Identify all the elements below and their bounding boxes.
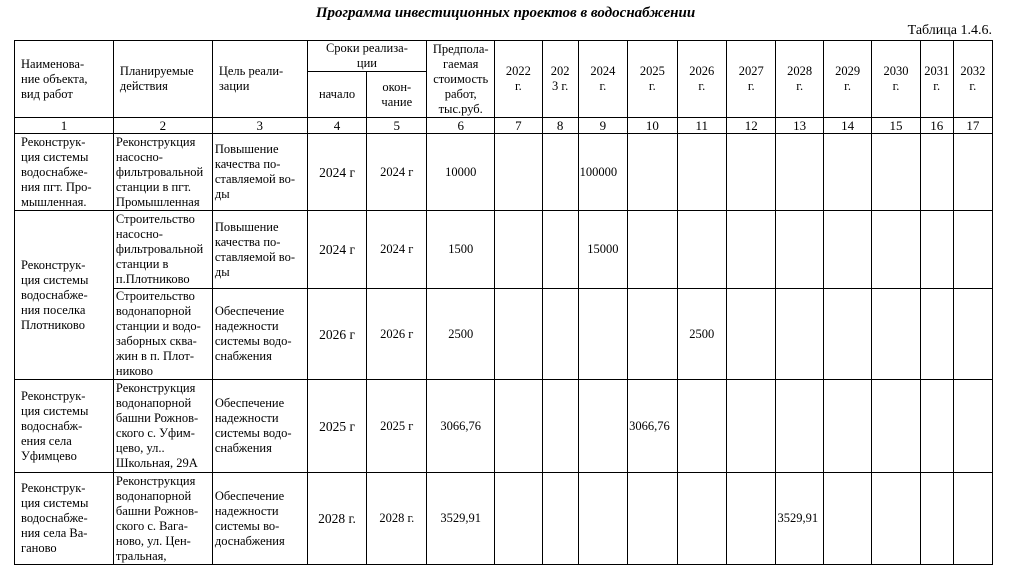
header-goal: Цель реали- зации [212, 41, 307, 118]
header-year: 2026 г. [677, 41, 726, 118]
year-value-cell [677, 134, 726, 211]
header-year: 2027 г. [727, 41, 776, 118]
column-number: 2 [113, 118, 212, 134]
year-value-cell [776, 211, 823, 289]
year-value-cell [578, 473, 627, 565]
year-value-cell [542, 211, 578, 289]
year-value-cell [628, 134, 677, 211]
year-value-cell [776, 289, 823, 380]
header-year: 202 3 г. [542, 41, 578, 118]
year-value-cell [727, 211, 776, 289]
column-number: 13 [776, 118, 823, 134]
year-value-cell [542, 134, 578, 211]
end-year-cell: 2025 г [367, 380, 427, 473]
year-value-cell: 3529,91 [776, 473, 823, 565]
year-value-cell [953, 380, 992, 473]
year-value-cell [578, 380, 627, 473]
table-row [15, 134, 993, 211]
year-value-cell [776, 380, 823, 473]
table-row [15, 211, 993, 289]
year-value-cell [628, 473, 677, 565]
cost-cell: 10000 [427, 134, 495, 211]
planned-actions-cell: Строительство водонапорной станции и водо- заборных сква- жин в п. Плот- никово [113, 289, 212, 380]
column-number: 8 [542, 118, 578, 134]
table-row [15, 473, 993, 565]
column-number: 3 [212, 118, 307, 134]
header-cost: Предпола- гаемая стоимость работ, тыс.руб. [427, 41, 495, 118]
start-year-cell: 2028 г. [307, 473, 367, 565]
table-label: Таблица 1.4.6. [907, 23, 992, 38]
year-value-cell [727, 289, 776, 380]
table-row [15, 289, 993, 380]
year-value-cell [953, 134, 992, 211]
year-value-cell [677, 473, 726, 565]
year-value-cell [823, 134, 871, 211]
goal-cell: Повышение качества по- ставляемой во- ды [212, 211, 307, 289]
year-value-cell: 100000 [578, 134, 627, 211]
column-number: 10 [628, 118, 677, 134]
object-name-cell: Реконструк- ция системы водоснабже- ния поселка Плотниково [15, 211, 114, 380]
year-value-cell [542, 473, 578, 565]
year-value-cell [776, 134, 823, 211]
year-value-cell [495, 134, 542, 211]
year-value-cell [953, 473, 992, 565]
header-year: 2024 г. [578, 41, 627, 118]
year-value-cell [953, 211, 992, 289]
year-value-cell [872, 211, 920, 289]
year-value-cell [727, 380, 776, 473]
end-year-cell: 2024 г [367, 211, 427, 289]
object-name-cell: Реконструк- ция системы водоснабже- ния пгт. Про- мышленная. [15, 134, 114, 211]
document-title: Программа инвестиционных проектов в водоснабжении [315, 5, 696, 21]
year-value-cell [920, 211, 953, 289]
year-value-cell [920, 134, 953, 211]
year-value-cell [628, 289, 677, 380]
year-value-cell [953, 289, 992, 380]
column-number: 11 [677, 118, 726, 134]
year-value-cell [727, 134, 776, 211]
planned-actions-cell: Реконструкция водонапорной башни Рожнов- ского с. Уфим- цево, ул.. Школьная, 29А [113, 380, 212, 473]
goal-cell: Повышение качества по- ставляемой во- ды [212, 134, 307, 211]
cost-cell: 3066,76 [427, 380, 495, 473]
planned-actions-cell: Реконструкция насосно- фильтровальной станции в пгт. Промышленная [113, 134, 212, 211]
object-name-cell: Реконструк- ция системы водоснабж- ения села Уфимцево [15, 380, 114, 473]
year-value-cell [542, 289, 578, 380]
header-year: 2025 г. [628, 41, 677, 118]
year-value-cell [872, 380, 920, 473]
year-value-cell: 15000 [578, 211, 627, 289]
investment-program-table [14, 40, 993, 565]
year-value-cell [542, 380, 578, 473]
column-number: 12 [727, 118, 776, 134]
year-value-cell [920, 473, 953, 565]
start-year-cell: 2024 г [307, 211, 367, 289]
header-terms: Сроки реализа- ции [307, 41, 427, 72]
column-number: 9 [578, 118, 627, 134]
column-number: 1 [15, 118, 114, 134]
column-number: 7 [495, 118, 542, 134]
year-value-cell [677, 380, 726, 473]
header-row-top [15, 41, 993, 72]
goal-cell: Обеспечение надежности системы во- доснабжения [212, 473, 307, 565]
start-year-cell: 2024 г [307, 134, 367, 211]
year-value-cell [823, 289, 871, 380]
start-year-cell: 2026 г [307, 289, 367, 380]
header-year: 2031 г. [920, 41, 953, 118]
header-year: 2030 г. [872, 41, 920, 118]
cost-cell: 3529,91 [427, 473, 495, 565]
column-number: 4 [307, 118, 367, 134]
object-name-cell: Реконструк- ция системы водоснабже- ния села Ва- ганово [15, 473, 114, 565]
year-value-cell [495, 289, 542, 380]
year-value-cell [578, 289, 627, 380]
year-value-cell [823, 380, 871, 473]
year-value-cell [823, 473, 871, 565]
year-value-cell [872, 289, 920, 380]
column-number: 16 [920, 118, 953, 134]
column-number: 14 [823, 118, 871, 134]
header-year: 2029 г. [823, 41, 871, 118]
year-value-cell [495, 380, 542, 473]
year-value-cell [727, 473, 776, 565]
year-value-cell [677, 211, 726, 289]
column-number: 15 [872, 118, 920, 134]
column-number: 17 [953, 118, 992, 134]
goal-cell: Обеспечение надежности системы водо- снабжения [212, 289, 307, 380]
end-year-cell: 2028 г. [367, 473, 427, 565]
goal-cell: Обеспечение надежности системы водо- снабжения [212, 380, 307, 473]
year-value-cell: 3066,76 [628, 380, 677, 473]
cost-cell: 2500 [427, 289, 495, 380]
header-actions: Планируемые действия [113, 41, 212, 118]
year-value-cell [872, 473, 920, 565]
year-value-cell [872, 134, 920, 211]
year-value-cell [495, 473, 542, 565]
year-value-cell [823, 211, 871, 289]
year-value-cell [495, 211, 542, 289]
header-start: начало [307, 72, 367, 118]
table-row [15, 380, 993, 473]
cost-cell: 1500 [427, 211, 495, 289]
column-number: 6 [427, 118, 495, 134]
header-year: 2032 г. [953, 41, 992, 118]
planned-actions-cell: Реконструкция водонапорной башни Рожнов- ского с. Вага- ново, ул. Цен- тральная, [113, 473, 212, 565]
header-year: 2022 г. [495, 41, 542, 118]
header-year: 2028 г. [776, 41, 823, 118]
column-number: 5 [367, 118, 427, 134]
header-object: Наименова- ние объекта, вид работ [15, 41, 114, 118]
planned-actions-cell: Строительство насосно- фильтровальной станции в п.Плотниково [113, 211, 212, 289]
year-value-cell [920, 380, 953, 473]
column-number-row [15, 118, 993, 134]
end-year-cell: 2026 г [367, 289, 427, 380]
start-year-cell: 2025 г [307, 380, 367, 473]
end-year-cell: 2024 г [367, 134, 427, 211]
year-value-cell [628, 211, 677, 289]
year-value-cell: 2500 [677, 289, 726, 380]
header-end: окон- чание [367, 72, 427, 118]
year-value-cell [920, 289, 953, 380]
